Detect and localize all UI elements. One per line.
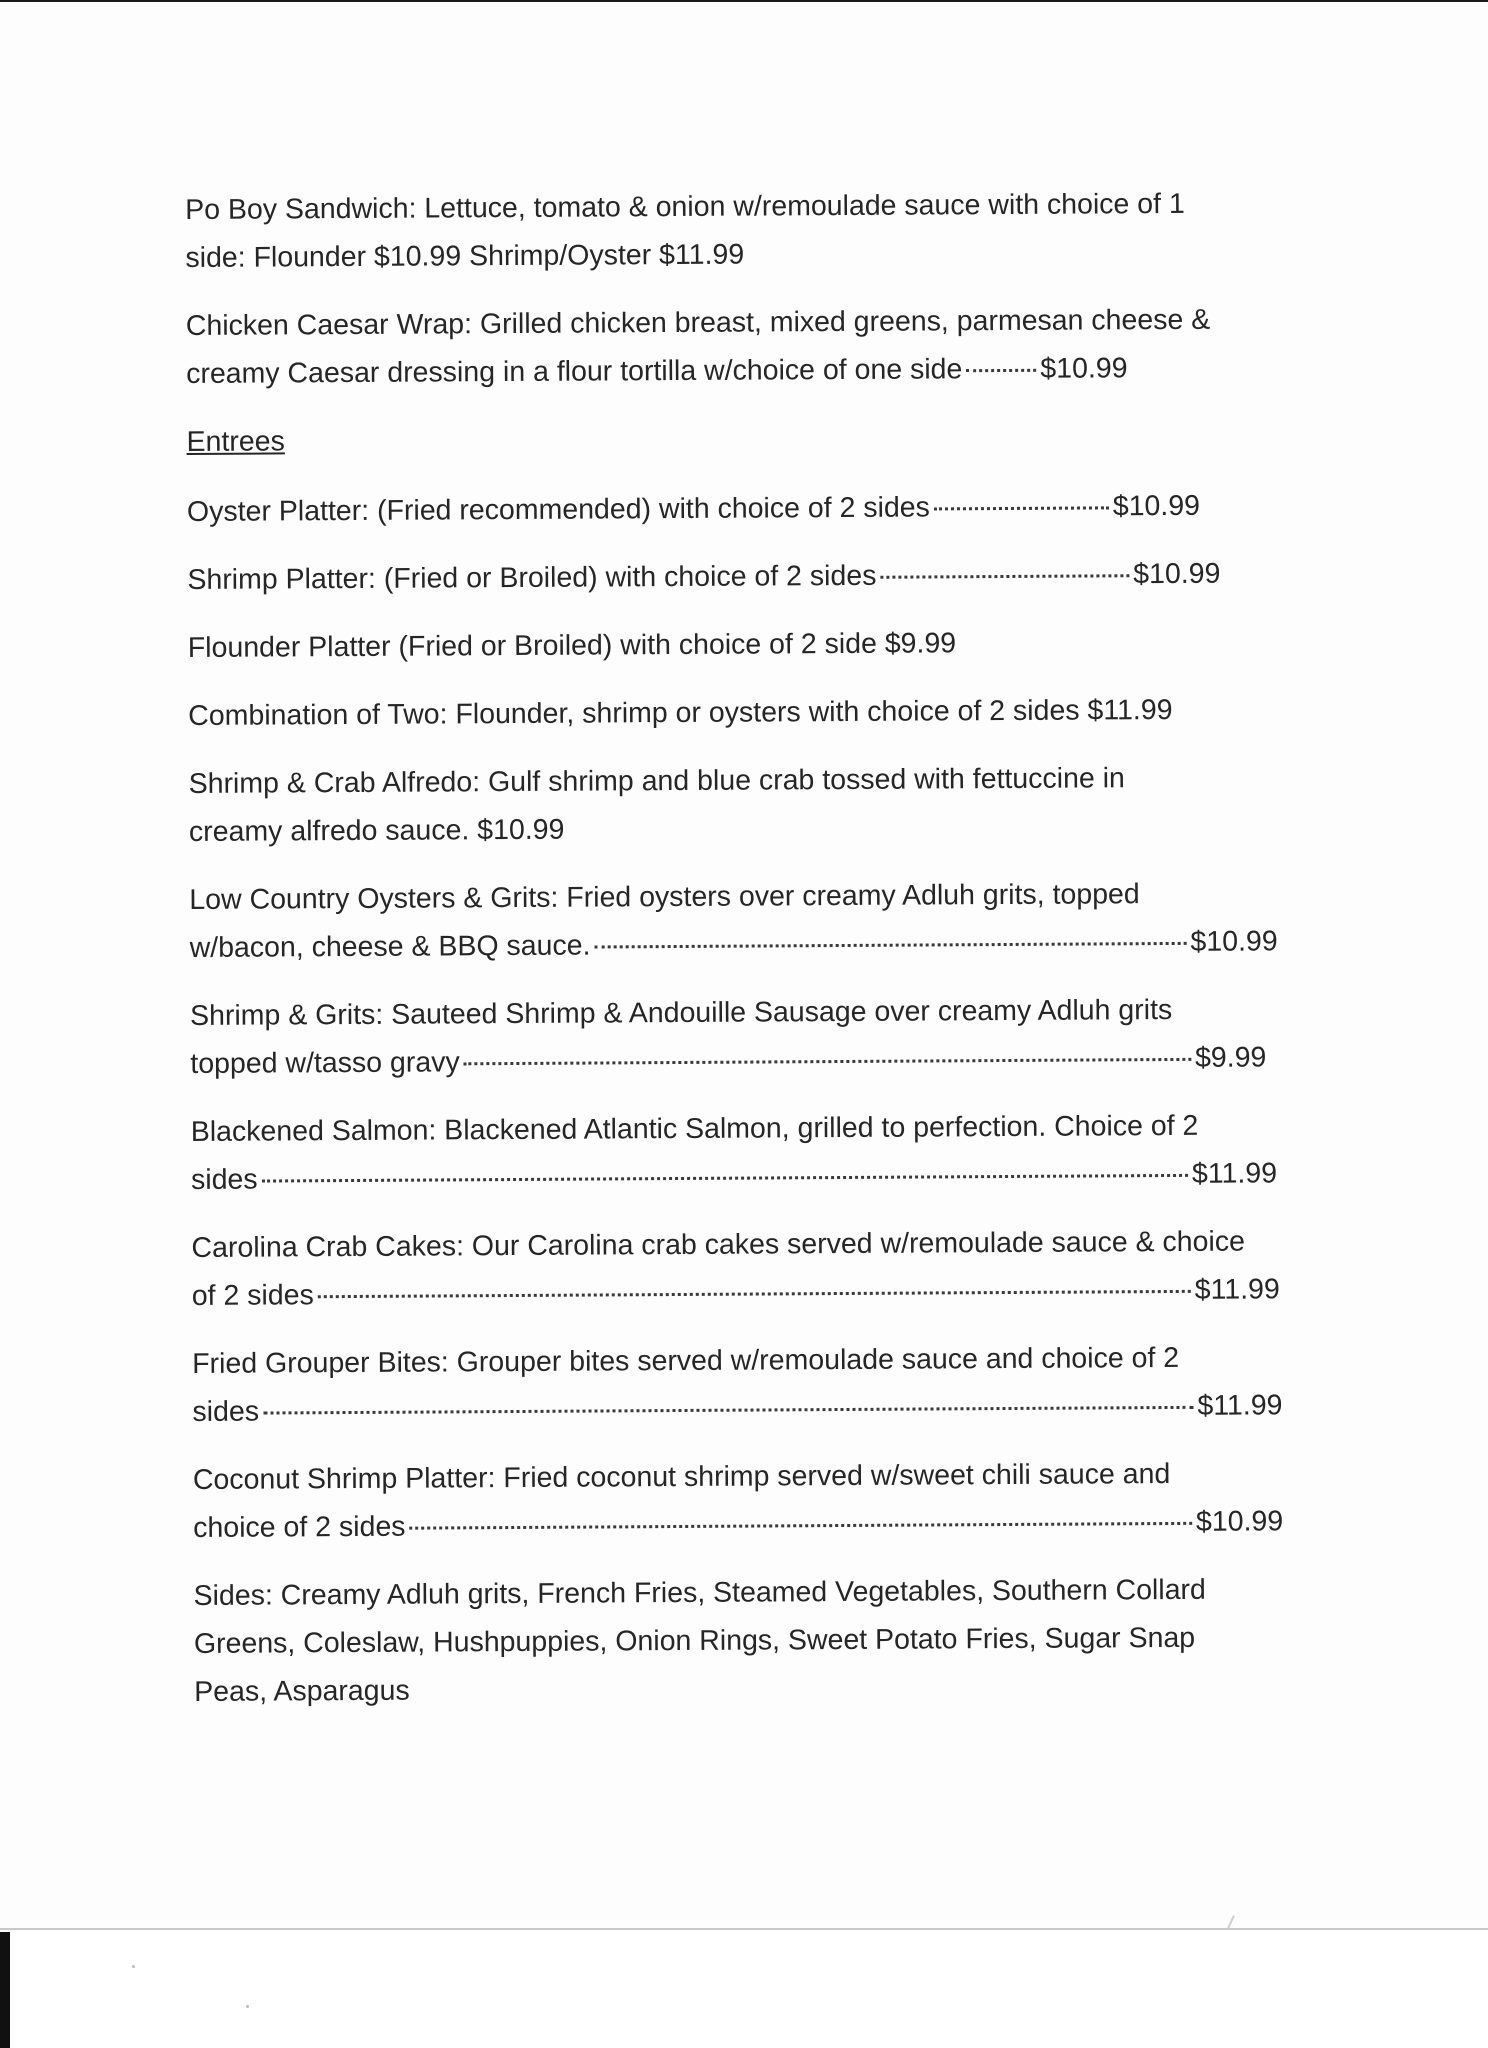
- item-line: creamy alfredo sauce. $10.99: [188, 813, 565, 848]
- menu-item-flounder-platter: [188, 617, 1308, 672]
- dot-leader: [409, 1522, 1192, 1530]
- dot-leader: [934, 506, 1109, 510]
- sides-line: Greens, Coleslaw, Hushpuppies, Onion Rings, Sweet Potato Fries, Sugar Snap: [193, 1621, 1196, 1660]
- item-price-line: [187, 550, 1220, 604]
- item-line: Chicken Caesar Wrap: Grilled chicken breast, mixed greens, parmesan cheese &: [185, 303, 1211, 342]
- item-price-line: [187, 482, 1200, 536]
- menu-item-combination-of-two: [188, 685, 1308, 740]
- menu-item-oyster-platter: [187, 481, 1307, 536]
- page-top-edge: [0, 0, 1488, 2]
- section-heading-entrees: Entrees: [186, 425, 285, 458]
- item-line: Shrimp & Grits: Sauteed Shrimp & Andouille Sausage over creamy Adluh grits: [189, 993, 1173, 1032]
- item-price-line: [193, 1497, 1283, 1552]
- menu-item-shrimp-crab-alfredo: [189, 753, 1310, 856]
- item-line: sides: [192, 1395, 260, 1428]
- item-price: $10.99: [1190, 925, 1278, 958]
- menu-body: [185, 179, 1314, 1736]
- sides-line: Sides: Creamy Adluh grits, French Fries, Steamed Vegetables, Southern Collard: [193, 1573, 1206, 1612]
- item-line: Coconut Shrimp Platter: Fried coconut shrimp served w/sweet chili sauce and: [192, 1458, 1171, 1496]
- dot-leader: [594, 942, 1186, 949]
- item-line: Oyster Platter: (Fried recommended) with choice of 2 sides: [186, 491, 930, 528]
- item-line: choice of 2 sides: [193, 1510, 406, 1544]
- item-price-line: [190, 917, 1278, 972]
- page-bottom-edge: [0, 1928, 1488, 1930]
- menu-item-shrimp-platter: [187, 549, 1307, 604]
- item-line: topped w/tasso gravy: [190, 1046, 460, 1080]
- item-price: $11.99: [1194, 1273, 1280, 1306]
- item-line: sides: [190, 1163, 258, 1196]
- item-line: w/bacon, cheese & BBQ sauce.: [189, 929, 591, 964]
- menu-item-coconut-shrimp-platter: [193, 1449, 1314, 1552]
- item-line: Carolina Crab Cakes: Our Carolina crab cakes served w/remoulade sauce & choice: [191, 1225, 1245, 1264]
- item-line: side: Flounder $10.99 Shrimp/Oyster $11.99: [185, 238, 745, 274]
- item-price: $10.99: [1195, 1505, 1284, 1538]
- item-line: Flounder Platter (Fried or Broiled) with choice of 2 side $9.99: [187, 627, 957, 664]
- scanner-edge-bar: [0, 1932, 10, 2048]
- scan-speck: [246, 2005, 249, 2008]
- dot-leader: [966, 369, 1036, 372]
- dot-leader: [318, 1290, 1191, 1298]
- sides-line: Peas, Asparagus: [194, 1674, 410, 1708]
- menu-item-fried-grouper-bites: [192, 1333, 1313, 1436]
- menu-item-low-country-oysters-grits: [189, 869, 1310, 972]
- item-price-line: [192, 1381, 1282, 1436]
- item-price: $9.99: [1194, 1041, 1267, 1074]
- item-line: Fried Grouper Bites: Grouper bites served w/remoulade sauce and choice of 2: [192, 1341, 1180, 1380]
- dot-leader: [263, 1406, 1193, 1415]
- menu-item-chicken-caesar-wrap: [186, 295, 1307, 398]
- item-price: $10.99: [1112, 489, 1201, 523]
- item-price-line: [192, 1265, 1280, 1320]
- menu-item-po-boy: [185, 179, 1306, 282]
- item-line: Blackened Salmon: Blackened Atlantic Salmon, grilled to perfection. Choice of 2: [190, 1109, 1199, 1148]
- item-line: of 2 sides: [191, 1279, 314, 1312]
- menu-sides: [193, 1565, 1314, 1716]
- item-price: $10.99: [1133, 557, 1221, 591]
- item-line: Low Country Oysters & Grits: Fried oysters over creamy Adluh grits, topped: [189, 878, 1140, 916]
- item-price: $11.99: [1197, 1389, 1283, 1422]
- scan-speck: [132, 1965, 135, 1968]
- item-line: Po Boy Sandwich: Lettuce, tomato & onion w/remoulade sauce with choice of 1: [185, 187, 1185, 226]
- menu-item-carolina-crab-cakes: [191, 1217, 1312, 1320]
- item-price-line: [186, 344, 1184, 398]
- dot-leader: [262, 1174, 1188, 1183]
- item-price: $10.99: [1040, 352, 1128, 385]
- item-price-line: [191, 1149, 1277, 1204]
- item-line: Shrimp Platter: (Fried or Broiled) with choice of 2 sides: [187, 559, 877, 596]
- item-price: $11.99: [1191, 1157, 1278, 1190]
- item-line: Shrimp & Crab Alfredo: Gulf shrimp and blue crab tossed with fettuccine in: [188, 762, 1125, 800]
- item-price-line: [190, 1033, 1266, 1088]
- menu-item-shrimp-grits: [190, 985, 1311, 1088]
- item-line: Combination of Two: Flounder, shrimp or oysters with choice of 2 sides $11.99: [188, 693, 1173, 732]
- item-line: creamy Caesar dressing in a flour tortilla w/choice of one side: [186, 353, 963, 390]
- dot-leader: [464, 1058, 1191, 1065]
- menu-item-blackened-salmon: [191, 1101, 1312, 1204]
- dot-leader: [880, 574, 1129, 579]
